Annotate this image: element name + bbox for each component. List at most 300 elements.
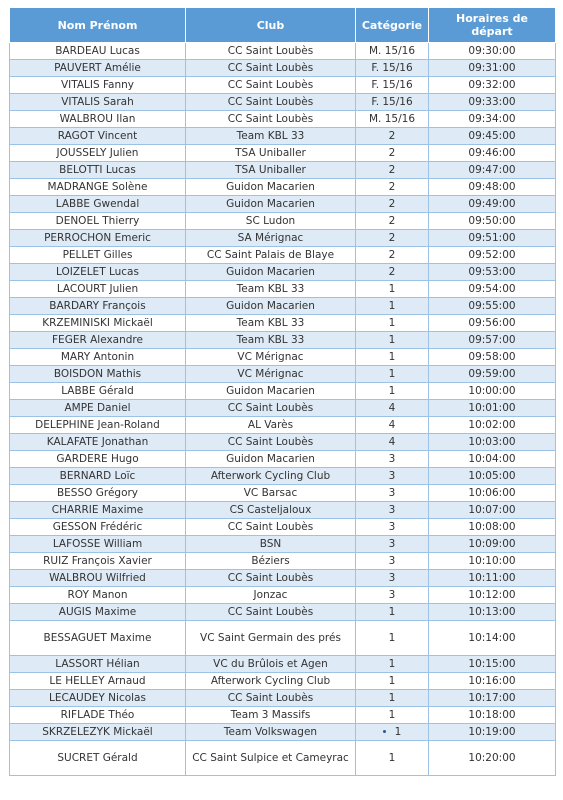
table-row [10,60,556,77]
cell-category-text: 3 [388,520,396,533]
cell-category-text: 1 [388,605,396,618]
cell-club [186,145,356,162]
header-start-time-line2: départ [471,25,513,38]
table-row [10,213,556,230]
table-row [10,332,556,349]
cell-name-text: BELOTTI Lucas [59,163,136,176]
cell-name [10,349,186,366]
cell-start-time [429,332,556,349]
cell-category-text: 1 [388,691,396,704]
cell-category [356,298,429,315]
cell-start-time [429,502,556,519]
cell-start-time-text: 10:11:00 [468,571,516,584]
cell-start-time-text: 10:05:00 [468,469,516,482]
cell-category [356,468,429,485]
cell-start-time [429,298,556,315]
table-row [10,315,556,332]
cell-start-time [429,111,556,128]
table-row [10,741,556,776]
table-row [10,145,556,162]
cell-club-text: Guidon Macarien [226,180,315,193]
cell-start-time [429,247,556,264]
cell-club [186,315,356,332]
cell-club-text: Afterwork Cycling Club [210,469,331,482]
cell-club-text: Guidon Macarien [226,197,315,210]
cell-category [356,690,429,707]
cell-start-time-text: 10:06:00 [468,486,516,499]
cell-club [186,111,356,128]
cell-club [186,77,356,94]
cell-name-text: LABBE Gérald [61,384,134,397]
cell-name-text: GARDERE Hugo [56,452,139,465]
table-row [10,502,556,519]
cell-club-text: VC du Brûlois et Agen [213,657,328,670]
cell-start-time-text: 09:49:00 [468,197,516,210]
cell-club [186,519,356,536]
cell-club-text: CC Saint Loubès [227,95,314,108]
cell-start-time [429,383,556,400]
cell-start-time-text: 10:17:00 [468,691,516,704]
cell-start-time-text: 10:03:00 [468,435,516,448]
cell-club [186,621,356,656]
cell-start-time-text: 10:08:00 [468,520,516,533]
table-row [10,247,556,264]
cell-club [186,298,356,315]
cell-name-text: MADRANGE Solène [47,180,148,193]
cell-club [186,536,356,553]
cell-category [356,656,429,673]
cell-category-text: 3 [388,554,396,567]
cell-start-time [429,315,556,332]
cell-club-text: VC Saint Germain des prés [200,631,341,644]
cell-start-time-text: 10:07:00 [468,503,516,516]
cell-category-text: 3 [388,469,396,482]
cell-start-time [429,179,556,196]
cell-club-text: Team 3 Massifs [230,708,311,721]
cell-category [356,128,429,145]
cell-name [10,741,186,776]
cell-club-text: Team Volkswagen [223,725,318,738]
table-row [10,485,556,502]
cell-start-time-text: 10:02:00 [468,418,516,431]
cell-name [10,536,186,553]
cell-name [10,553,186,570]
cell-name [10,468,186,485]
cell-club [186,400,356,417]
cell-club-text: CS Casteljaloux [229,503,312,516]
cell-start-time-text: 09:50:00 [468,214,516,227]
cell-name [10,451,186,468]
cell-category-text: 2 [388,129,396,142]
cell-name-text: AUGIS Maxime [58,605,137,618]
cell-category-text: M. 15/16 [369,44,415,57]
cell-start-time [429,400,556,417]
cell-name [10,94,186,111]
cell-category-text: 3 [388,503,396,516]
cell-category [356,196,429,213]
header-row [10,8,556,43]
cell-name-text: PELLET Gilles [62,248,133,261]
cell-category [356,179,429,196]
cell-start-time-text: 09:46:00 [468,146,516,159]
cell-name [10,213,186,230]
cell-club-text: CC Saint Loubès [227,44,314,57]
cell-name-text: WALBROU Wilfried [49,571,146,584]
cell-category-text: 3 [388,452,396,465]
cell-name [10,162,186,179]
cell-category-text: M. 15/16 [369,112,415,125]
table-row [10,111,556,128]
cell-category [356,315,429,332]
table-row [10,366,556,383]
cell-club-text: SC Ludon [245,214,296,227]
cell-club [186,485,356,502]
cell-start-time [429,281,556,298]
cell-start-time [429,43,556,60]
table-row [10,519,556,536]
table-row [10,162,556,179]
cell-name-text: WALBROU Ilan [59,112,136,125]
cell-club-text: CC Saint Loubès [227,61,314,74]
cell-name-text: MARY Antonin [60,350,135,363]
cell-start-time [429,604,556,621]
cell-start-time-text: 09:54:00 [468,282,516,295]
cell-name-text: SKRZELEZYK Mickaël [42,725,153,738]
cell-name-text: AMPE Daniel [64,401,131,414]
cell-start-time [429,707,556,724]
cell-category [356,536,429,553]
cell-name-text: BOISDON Mathis [53,367,142,380]
cell-start-time-text: 09:32:00 [468,78,516,91]
cell-name [10,332,186,349]
cell-category-text: 3 [388,571,396,584]
table-row [10,264,556,281]
cell-club-text: SA Mérignac [237,231,304,244]
cell-category-text: F. 15/16 [371,61,413,74]
cell-club [186,332,356,349]
table-row [10,434,556,451]
cell-category [356,570,429,587]
cell-start-time [429,587,556,604]
cell-start-time [429,570,556,587]
cell-category-text: 1 [394,725,402,738]
cell-name-text: PAUVERT Amélie [54,61,141,74]
cell-club [186,502,356,519]
cell-start-time [429,656,556,673]
cell-name [10,690,186,707]
cell-category [356,485,429,502]
cell-start-time [429,417,556,434]
cell-start-time [429,60,556,77]
cell-name-text: LOIZELET Lucas [56,265,139,278]
cell-category [356,621,429,656]
cell-name [10,264,186,281]
cell-club-text: CC Saint Loubès [227,435,314,448]
cell-name-text: KALAFATE Jonathan [46,435,149,448]
cell-category [356,264,429,281]
cell-category [356,587,429,604]
cell-name [10,519,186,536]
cell-category-text: 2 [388,146,396,159]
cell-start-time-text: 10:12:00 [468,588,516,601]
cell-name [10,673,186,690]
cell-name-text: LECAUDEY Nicolas [49,691,146,704]
cell-club [186,366,356,383]
cell-name-text: LAFOSSE William [52,537,143,550]
cell-club-text: Team KBL 33 [236,316,305,329]
cell-club-text: Guidon Macarien [226,299,315,312]
table-row [10,94,556,111]
cell-club-text: VC Barsac [243,486,298,499]
cell-club-text: BSN [259,537,282,550]
cell-start-time-text: 09:53:00 [468,265,516,278]
cell-name-text: BERNARD Loïc [59,469,136,482]
cell-club [186,94,356,111]
cell-start-time-text: 10:20:00 [468,751,516,764]
cell-category-text: 1 [388,384,396,397]
cell-category [356,94,429,111]
table-row [10,417,556,434]
cell-category [356,332,429,349]
cell-name [10,315,186,332]
cell-name [10,400,186,417]
cell-start-time-text: 09:51:00 [468,231,516,244]
cell-category [356,77,429,94]
cell-category [356,349,429,366]
cell-start-time-text: 10:18:00 [468,708,516,721]
cell-category-text: 1 [388,333,396,346]
cell-category [356,111,429,128]
cell-category-text: 2 [388,197,396,210]
cell-club [186,417,356,434]
cell-start-time-text: 09:57:00 [468,333,516,346]
cell-club [186,349,356,366]
cell-start-time-text: 10:16:00 [468,674,516,687]
cell-start-time [429,673,556,690]
cell-club-text: Béziers [251,554,290,567]
cell-name-text: SUCRET Gérald [57,751,138,764]
table-row [10,43,556,60]
cell-start-time [429,196,556,213]
cell-name-text: RAGOT Vincent [57,129,138,142]
table-row [10,400,556,417]
cell-club-text: Guidon Macarien [226,384,315,397]
cell-category-text: 4 [388,418,396,431]
cell-name [10,570,186,587]
header-start-time [429,8,556,43]
cell-club-text: Afterwork Cycling Club [210,674,331,687]
table-row [10,451,556,468]
cell-category [356,417,429,434]
cell-name-text: PERROCHON Emeric [44,231,151,244]
cell-name [10,230,186,247]
cell-club [186,451,356,468]
cell-club-text: CC Saint Loubès [227,691,314,704]
cell-name-text: DELEPHINE Jean-Roland [35,418,160,431]
cell-club [186,162,356,179]
cell-name-text: BESSAGUET Maxime [43,631,152,644]
cell-club-text: TSA Uniballer [235,146,306,159]
cell-name [10,298,186,315]
table-row [10,570,556,587]
table-row [10,656,556,673]
cell-club [186,553,356,570]
start-list-table [9,7,556,776]
cell-start-time [429,485,556,502]
cell-name [10,707,186,724]
cell-name-text: KRZEMINISKI Mickaël [42,316,153,329]
cell-club-text: TSA Uniballer [235,163,306,176]
cell-name-text: DENOEL Thierry [55,214,140,227]
cell-start-time [429,724,556,741]
cell-start-time [429,145,556,162]
cell-club [186,60,356,77]
cell-start-time [429,553,556,570]
cell-start-time [429,690,556,707]
cell-category [356,281,429,298]
cell-name [10,111,186,128]
cell-category [356,604,429,621]
cell-start-time-text: 09:31:00 [468,61,516,74]
cell-start-time [429,77,556,94]
cell-club [186,264,356,281]
table-row [10,468,556,485]
cell-start-time-text: 10:09:00 [468,537,516,550]
cell-category [356,519,429,536]
cell-category-text: 2 [388,214,396,227]
cell-category-text: 1 [388,350,396,363]
table-row [10,128,556,145]
cell-club-text: AL Varès [247,418,294,431]
cell-club-text: CC Saint Loubès [227,78,314,91]
cell-club-text: CC Saint Loubès [227,520,314,533]
cell-club [186,604,356,621]
cell-start-time-text: 09:45:00 [468,129,516,142]
cell-club-text: CC Saint Palais de Blaye [206,248,335,261]
cell-name [10,77,186,94]
cell-name [10,247,186,264]
cell-category-text: 2 [388,163,396,176]
cell-club [186,213,356,230]
cell-club [186,196,356,213]
cell-name-text: BARDARY François [49,299,146,312]
cell-name-text: ROY Manon [67,588,128,601]
cell-club [186,741,356,776]
cell-name-text: CHARRIE Maxime [51,503,144,516]
cell-category-text: 4 [388,435,396,448]
cell-club-text: CC Saint Loubès [227,401,314,414]
cell-club [186,179,356,196]
table-row [10,77,556,94]
cell-start-time [429,366,556,383]
cell-club-text: Guidon Macarien [226,265,315,278]
cell-start-time [429,451,556,468]
cell-start-time-text: 09:33:00 [468,95,516,108]
cell-name-text: BESSO Grégory [56,486,139,499]
cell-start-time-text: 09:59:00 [468,367,516,380]
cell-club-text: CC Saint Loubès [227,605,314,618]
cell-category [356,145,429,162]
cell-category-text: 1 [388,316,396,329]
cell-start-time [429,468,556,485]
cell-club [186,383,356,400]
cell-start-time [429,230,556,247]
cell-name [10,145,186,162]
header-start-time-line1: Horaires de [456,12,528,25]
cell-name [10,434,186,451]
cell-name [10,383,186,400]
cell-category [356,383,429,400]
cell-start-time-text: 10:14:00 [468,631,516,644]
cell-category [356,213,429,230]
cell-start-time [429,536,556,553]
cell-start-time-text: 10:19:00 [468,725,516,738]
table-row [10,587,556,604]
cell-club-text: CC Saint Loubès [227,571,314,584]
cell-club [186,247,356,264]
table-row [10,673,556,690]
table-row [10,553,556,570]
cell-category-text: 1 [388,751,396,764]
table-row [10,230,556,247]
cell-club [186,468,356,485]
cell-start-time [429,741,556,776]
cell-category [356,162,429,179]
cell-club [186,656,356,673]
cell-name [10,502,186,519]
cell-club [186,43,356,60]
cell-name [10,128,186,145]
cell-club [186,587,356,604]
table-row [10,383,556,400]
cell-category [356,230,429,247]
table-row [10,690,556,707]
cell-club [186,707,356,724]
bullet-dot-icon [383,730,386,733]
table-row [10,298,556,315]
cell-category-text: F. 15/16 [371,78,413,91]
cell-name [10,587,186,604]
cell-club [186,690,356,707]
cell-category-text: 2 [388,180,396,193]
cell-name-text: VITALIS Fanny [60,78,135,91]
cell-club-text: CC Saint Sulpice et Cameyrac [192,751,349,764]
cell-category [356,741,429,776]
header-club: Club [186,8,356,43]
table-row [10,604,556,621]
cell-category [356,247,429,264]
cell-name [10,179,186,196]
table-body [10,43,556,776]
cell-category [356,434,429,451]
cell-name [10,724,186,741]
cell-club [186,434,356,451]
cell-category-text: 1 [388,708,396,721]
cell-club [186,281,356,298]
header-name: Nom Prénom [10,8,186,43]
table-row [10,179,556,196]
cell-name-text: LASSORT Hélian [55,657,140,670]
cell-category [356,553,429,570]
cell-start-time [429,621,556,656]
cell-name-text: BARDEAU Lucas [55,44,140,57]
cell-start-time-text: 09:48:00 [468,180,516,193]
cell-club-text: VC Mérignac [237,350,304,363]
table-row [10,621,556,656]
header-category: Catégorie [356,8,429,43]
cell-start-time-text: 09:34:00 [468,112,516,125]
cell-start-time-text: 09:55:00 [468,299,516,312]
